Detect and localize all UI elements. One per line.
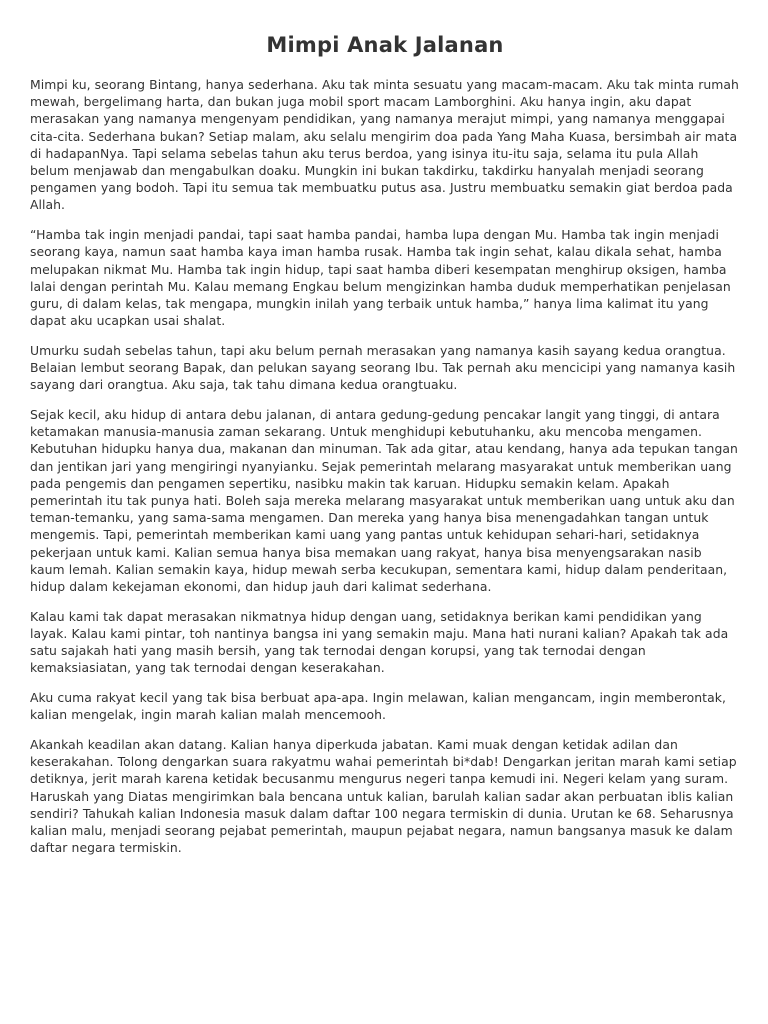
document-title: Mimpi Anak Jalanan — [266, 33, 504, 57]
paragraph-4: Sejak kecil, aku hidup di antara debu jalanan, di antara gedung-gedung pencakar langit yang tinggi, di antara ketamakan manusia-manusia zaman sekarang. Untuk menghidupi kebutuhanku, aku mencoba mengamen. Kebutuhan hidupku hanya dua, makanan dan minuman. Tak ada gitar, atau kendang, hanya ada tepukan tangan dan jentikan jari yang mengiringi nyanyianku. Sejak pemerintah melarang masyarakat untuk memberikan uang pada pengemis dan pengamen sepertiku, nasibku makin tak karuan. Hidupku semakin kelam. Apakah pemerintah itu tak punya hati. Boleh saja mereka melarang masyarakat untuk memberikan uang untuk aku dan teman-temanku, yang sama-sama mengamen. Dan mereka yang hanya bisa menengadahkan tangan untuk mengemis. Tapi, pemerintah memberikan kami uang yang pantas untuk kehidupan sehari-hari, setidaknya pekerjaan untuk kami. Kalian semua hanya bisa memakan uang rakyat, hanya bisa menyengsarakan nasib kaum lemah. Kalian semakin kaya, hidup mewah serba kecukupan, sementara kami, hidup dalam penderitaan, hidup dalam kekejaman ekonomi, dan hidup jauh dari kalimat sederhana. — [30, 406, 738, 594]
paragraph-7: Akankah keadilan akan datang. Kalian hanya diperkuda jabatan. Kami muak dengan ketidak adilan dan keserakahan. Tolong dengarkan suara rakyatmu wahai pemerintah bi*dab! Dengarkan jeritan marah kami setiap detiknya, jerit marah karena ketidak becusanmu mengurus negeri tanpa kemudi ini. Negeri kelam yang suram. Haruskah yang Diatas mengirimkan bala bencana untuk kalian, barulah kalian sadar akan perbuatan iblis kalian sendiri? Tahukah kalian Indonesia masuk dalam daftar 100 negara termiskin di dunia. Urutan ke 68. Seharusnya kalian malu, menjadi seorang pejabat pemerintah, maupun pejabat negara, namun bangsanya masuk ke dalam daftar negara termiskin. — [30, 736, 737, 856]
paragraph-3: Umurku sudah sebelas tahun, tapi aku belum pernah merasakan yang namanya kasih sayang kedua orangtua. Belaian lembut seorang Bapak, dan pelukan sayang seorang Ibu. Tak pernah aku mencicipi yang namanya kasih sayang dari orangtua. Aku saja, tak tahu dimana kedua orangtuaku. — [30, 342, 736, 393]
paragraph-5: Kalau kami tak dapat merasakan nikmatnya hidup dengan uang, setidaknya berikan kami pendidikan yang layak. Kalau kami pintar, toh nantinya bangsa ini yang semakin maju. Mana hati nurani kalian? Apakah tak ada satu sajakah hati yang masih bersih, yang tak ternodai dengan korupsi, yang tak ternodai dengan kemaksiasiatan, yang tak ternodai dengan keserakahan. — [30, 608, 729, 676]
paragraph-1: Mimpi ku, seorang Bintang, hanya sederhana. Aku tak minta sesuatu yang macam-macam. Aku tak minta rumah mewah, bergelimang harta, dan bukan juga mobil sport macam Lamborghini. Aku hanya ingin, aku dapat merasakan yang namanya mengenyam pendidikan, yang namanya merajut mimpi, yang namanya menggapai cita-cita. Sederhana bukan? Setiap malam, aku selalu mengirim doa pada Yang Maha Kuasa, bersimbah air mata di hadapanNya. Tapi selama sebelas tahun aku terus berdoa, yang isinya itu-itu saja, selama itu pula Allah belum menjawab dan mengabulkan doaku. Mungkin ini bukan takdirku, takdirku hanyalah menjadi seorang pengamen yang bodoh. Tapi itu semua tak membuatku putus asa. Justru membuatku semakin giat berdoa pada Allah. — [30, 77, 739, 213]
paragraph-6: Aku cuma rakyat kecil yang tak bisa berbuat apa-apa. Ingin melawan, kalian mengancam, ingin memberontak, kalian mengelak, ingin marah kalian malah mencemooh. — [30, 690, 726, 723]
paragraph-2: “Hamba tak ingin menjadi pandai, tapi saat hamba pandai, hamba lupa dengan Mu. Hamba tak ingin menjadi seorang kaya, namun saat hamba kaya iman hamba rusak. Hamba tak ingin sehat, kalau dikala sehat, hamba melupakan nikmat Mu. Hamba tak ingin hidup, tapi saat hamba diberi kesempatan menghirup oksigen, hamba lalai dengan perintah Mu. Kalau memang Engkau belum mengizinkan hamba duduk memperhatikan penjelasan guru, di dalam kelas, tak mengapa, mungkin inilah yang terbaik untuk hamba,” hanya lima kalimat itu yang dapat aku ucapkan usai shalat. — [30, 227, 731, 329]
